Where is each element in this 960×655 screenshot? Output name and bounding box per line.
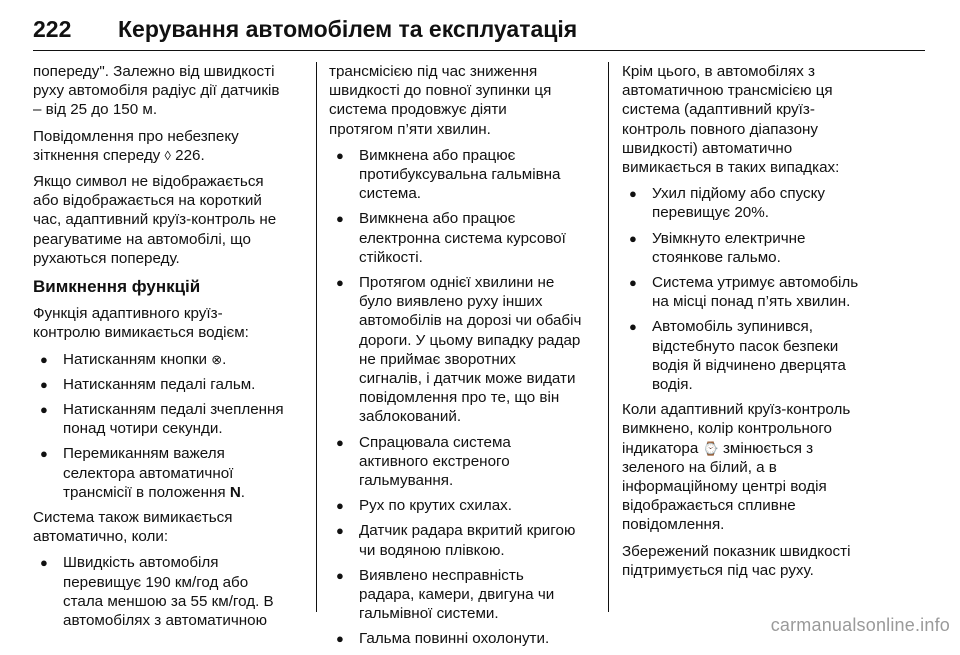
bullet-list <box>33 350 308 502</box>
list-item-text: . <box>240 483 246 501</box>
bullet-list <box>329 146 601 649</box>
bullet-list <box>622 184 892 394</box>
list-item: ● Автомобіль зупинився, відстебнуто пасок безпеки водія й відчинено дверцята водія. <box>622 317 892 394</box>
paragraph: Система також вимикається автоматично, коли: <box>33 509 233 546</box>
list-item: ● Натисканням педалі гальм. <box>33 375 308 394</box>
paragraph: Функція адаптивного круїз- контролю вимикається водієм: <box>33 305 249 342</box>
column-1 <box>33 62 308 636</box>
page-header <box>33 14 925 54</box>
list-item: ● Спрацювала система активного екстреного гальмування. <box>329 433 601 491</box>
paragraph-text: Коли адаптивний круїз-контроль вимкнено, колір контрольного індикатора <box>622 401 851 457</box>
paragraph: попереду". Залежно від швидкості руху автомобіля радіус дії датчиків – від 25 до 150 м. <box>33 63 280 119</box>
bullet-list <box>33 553 308 630</box>
column-divider-1 <box>316 62 317 612</box>
column-2 <box>329 62 601 655</box>
column-3 <box>622 62 892 587</box>
section-heading: Вимкнення функцій <box>33 277 201 297</box>
list-item: ● Увімкнуто електричне стоянкове гальмо. <box>622 229 892 267</box>
paragraph-continued: трансмісією під час зниження швидкості до повної зупинки ця система продовжує діяти протягом п’яти хвилин. <box>329 63 552 138</box>
list-item-text: . <box>222 350 227 368</box>
paragraph-text: змінюється з зеленого на білий, а в інформаційному центрі водія відображається спливне повідомлення. <box>622 439 827 534</box>
list-item: ● Вимкнена або працює протибуксувальна гальмівна система. <box>329 146 601 204</box>
paragraph-text: Повідомлення про небезпеку зіткнення спереду <box>33 127 239 164</box>
list-item-text: Натисканням кнопки <box>63 350 212 368</box>
page-reference-icon: ◊ <box>164 147 171 163</box>
header-divider <box>33 50 925 51</box>
page-number: 222 <box>33 16 72 42</box>
list-item: ● Натисканням педалі зчеплення понад чотири секунди. <box>33 400 308 438</box>
list-item <box>33 444 308 502</box>
list-item: ● Швидкість автомобіля перевищує 190 км/год або стала меншою за 55 км/год. В автомобілях з автоматичною <box>33 553 308 630</box>
column-divider-2 <box>608 62 609 612</box>
paragraph: Збережений показник швидкості підтримується під час руху. <box>622 542 851 579</box>
list-item: ● Протягом однієї хвилини не було виявлено руху інших автомобілів на дорозі чи обабіч дороги. У цьому випадку радар не приймає зворотних сигналів, і датчик може видати повідомлення про те, що він заблокований. <box>329 273 601 427</box>
list-item: ● Виявлено несправність радара, камери, двигуна чи гальмівної системи. <box>329 566 601 624</box>
paragraph: Крім цього, в автомобілях з автоматичною трансмісією ця система (адаптивний круїз- контроль повного діапазону швидкості) автоматично вимикається в таких випадках: <box>622 63 840 177</box>
list-item-text: Перемиканням важеля селектора автоматичної трансмісії в положення <box>63 445 234 501</box>
list-item: ● Датчик радара вкритий кригою чи водяною плівкою. <box>329 521 601 559</box>
watermark: carmanualsonline.info <box>770 615 950 635</box>
list-item: ● Рух по крутих схилах. <box>329 496 601 515</box>
page-reference: 226. <box>170 146 205 164</box>
gear-position-label: N <box>229 483 241 501</box>
list-item <box>33 350 308 369</box>
cruise-control-indicator-icon: ⌚ <box>702 440 719 456</box>
chapter-title: Керування автомобілем та експлуатація <box>118 16 578 42</box>
cruise-cancel-icon: ⊗ <box>211 351 223 367</box>
list-item: ● Ухил підйому або спуску перевищує 20%. <box>622 184 892 222</box>
paragraph-collision-warning-ref <box>33 127 308 165</box>
list-item: ● Гальма повинні охолонути. <box>329 629 601 648</box>
list-item: ● Система утримує автомобіль на місці понад п’ять хвилин. <box>622 273 892 311</box>
paragraph-indicator-color <box>622 400 892 534</box>
list-item: ● Вимкнена або працює електронна система курсової стійкості. <box>329 209 601 267</box>
paragraph: Якщо символ не відображається або відображається на короткий час, адаптивний круїз-контроль не реагуватиме на автомобілі, що рухаються попереду. <box>33 173 277 267</box>
